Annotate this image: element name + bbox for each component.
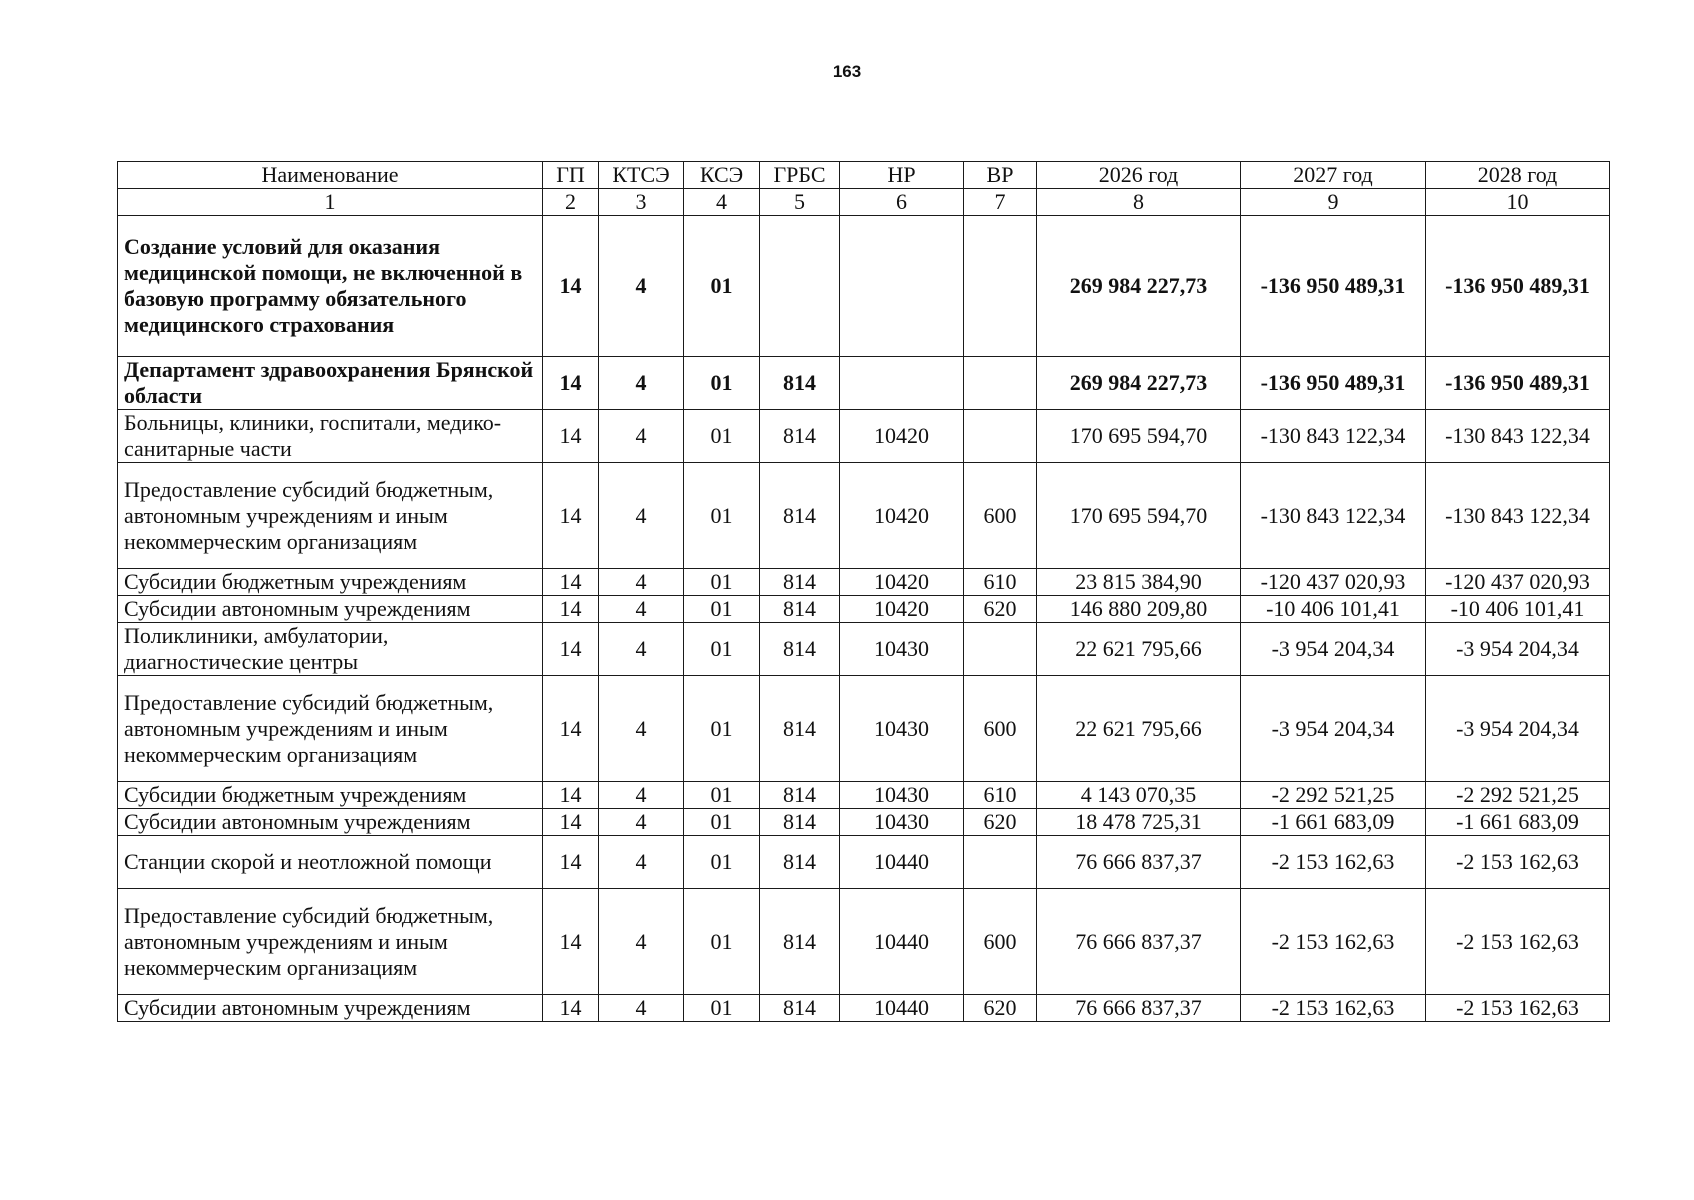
row-gp: 14 [543,569,599,596]
row-nr: 10420 [840,410,964,463]
row-2028: -1 661 683,09 [1426,809,1610,836]
row-kse: 01 [684,410,760,463]
row-kse: 01 [684,569,760,596]
row-nr: 10420 [840,569,964,596]
row-vr: 620 [964,809,1037,836]
row-kse: 01 [684,216,760,357]
row-2026: 76 666 837,37 [1037,995,1241,1022]
row-2028: -136 950 489,31 [1426,216,1610,357]
row-name: Создание условий для оказания медицинской помощи, не включенной в базовую программу обязательного медицинского страхования [118,216,543,357]
row-grbs: 814 [760,836,840,889]
budget-table [117,161,1610,1022]
column-number: 4 [684,189,760,216]
row-2027: -2 153 162,63 [1241,889,1426,995]
row-2026: 269 984 227,73 [1037,216,1241,357]
row-grbs: 814 [760,809,840,836]
header-cell-nr: НР [840,162,964,189]
row-grbs: 814 [760,623,840,676]
column-number: 10 [1426,189,1610,216]
row-2028: -2 153 162,63 [1426,836,1610,889]
row-ktse: 4 [599,357,684,410]
row-2026: 22 621 795,66 [1037,676,1241,782]
row-grbs: 814 [760,995,840,1022]
header-cell-2028: 2028 год [1426,162,1610,189]
row-2027: -130 843 122,34 [1241,463,1426,569]
row-2028: -130 843 122,34 [1426,410,1610,463]
row-ktse: 4 [599,216,684,357]
table-row [118,216,1610,357]
row-2026: 76 666 837,37 [1037,889,1241,995]
row-2026: 170 695 594,70 [1037,463,1241,569]
row-2026: 22 621 795,66 [1037,623,1241,676]
row-kse: 01 [684,782,760,809]
table-row [118,889,1610,995]
row-vr: 600 [964,463,1037,569]
row-gp: 14 [543,836,599,889]
row-2028: -2 153 162,63 [1426,889,1610,995]
table-row [118,410,1610,463]
header-cell-vr: ВР [964,162,1037,189]
row-ktse: 4 [599,623,684,676]
row-gp: 14 [543,623,599,676]
row-2026: 269 984 227,73 [1037,357,1241,410]
row-2028: -10 406 101,41 [1426,596,1610,623]
row-2026: 18 478 725,31 [1037,809,1241,836]
column-number: 8 [1037,189,1241,216]
table-row [118,596,1610,623]
row-name: Субсидии автономным учреждениям [118,596,543,623]
row-name: Департамент здравоохранения Брянской области [118,357,543,410]
row-nr: 10420 [840,463,964,569]
row-gp: 14 [543,889,599,995]
row-gp: 14 [543,463,599,569]
row-ktse: 4 [599,809,684,836]
row-ktse: 4 [599,676,684,782]
table-row [118,357,1610,410]
row-vr: 600 [964,889,1037,995]
row-2028: -3 954 204,34 [1426,623,1610,676]
row-nr: 10440 [840,889,964,995]
header-cell-gp: ГП [543,162,599,189]
row-kse: 01 [684,676,760,782]
table-row [118,676,1610,782]
row-ktse: 4 [599,463,684,569]
header-cell-kse: КСЭ [684,162,760,189]
row-ktse: 4 [599,569,684,596]
row-name: Больницы, клиники, госпитали, медико-санитарные части [118,410,543,463]
row-grbs: 814 [760,357,840,410]
row-2028: -136 950 489,31 [1426,357,1610,410]
table-row [118,569,1610,596]
row-name: Предоставление субсидий бюджетным, автономным учреждениям и иным некоммерческим организациям [118,676,543,782]
row-2028: -130 843 122,34 [1426,463,1610,569]
row-kse: 01 [684,889,760,995]
row-gp: 14 [543,995,599,1022]
column-number: 6 [840,189,964,216]
row-nr: 10430 [840,782,964,809]
column-number: 5 [760,189,840,216]
row-vr: 600 [964,676,1037,782]
row-ktse: 4 [599,836,684,889]
row-kse: 01 [684,357,760,410]
row-kse: 01 [684,995,760,1022]
table-row [118,836,1610,889]
header-cell-2026: 2026 год [1037,162,1241,189]
row-2027: -136 950 489,31 [1241,357,1426,410]
row-vr [964,623,1037,676]
row-grbs: 814 [760,596,840,623]
header-cell-name: Наименование [118,162,543,189]
row-grbs: 814 [760,676,840,782]
row-gp: 14 [543,676,599,782]
row-name: Субсидии бюджетным учреждениям [118,569,543,596]
page-number: 163 [832,62,862,81]
column-number: 1 [118,189,543,216]
row-vr: 620 [964,995,1037,1022]
row-gp: 14 [543,357,599,410]
row-ktse: 4 [599,995,684,1022]
row-2027: -3 954 204,34 [1241,676,1426,782]
column-number: 3 [599,189,684,216]
row-vr: 610 [964,782,1037,809]
column-number: 7 [964,189,1037,216]
row-gp: 14 [543,216,599,357]
row-2028: -3 954 204,34 [1426,676,1610,782]
row-2026: 23 815 384,90 [1037,569,1241,596]
row-2026: 146 880 209,80 [1037,596,1241,623]
row-name: Предоставление субсидий бюджетным, автономным учреждениям и иным некоммерческим организациям [118,463,543,569]
row-kse: 01 [684,596,760,623]
row-nr: 10430 [840,809,964,836]
row-gp: 14 [543,410,599,463]
row-ktse: 4 [599,596,684,623]
header-row [118,162,1610,189]
row-gp: 14 [543,809,599,836]
row-2026: 76 666 837,37 [1037,836,1241,889]
row-2028: -120 437 020,93 [1426,569,1610,596]
row-2026: 4 143 070,35 [1037,782,1241,809]
row-2027: -2 153 162,63 [1241,995,1426,1022]
row-grbs: 814 [760,410,840,463]
row-grbs: 814 [760,889,840,995]
row-vr: 610 [964,569,1037,596]
row-name: Поликлиники, амбулатории, диагностические центры [118,623,543,676]
row-ktse: 4 [599,782,684,809]
row-name: Субсидии бюджетным учреждениям [118,782,543,809]
row-name: Предоставление субсидий бюджетным, автономным учреждениям и иным некоммерческим организациям [118,889,543,995]
row-grbs: 814 [760,569,840,596]
table-row [118,809,1610,836]
row-ktse: 4 [599,889,684,995]
header-cell-grbs: ГРБС [760,162,840,189]
row-2028: -2 153 162,63 [1426,995,1610,1022]
table-row [118,463,1610,569]
column-number: 2 [543,189,599,216]
row-kse: 01 [684,463,760,569]
row-nr [840,216,964,357]
table-row [118,623,1610,676]
row-2027: -120 437 020,93 [1241,569,1426,596]
row-ktse: 4 [599,410,684,463]
row-grbs: 814 [760,782,840,809]
row-2026: 170 695 594,70 [1037,410,1241,463]
header-cell-ktse: КТСЭ [599,162,684,189]
header-cell-2027: 2027 год [1241,162,1426,189]
table-row [118,995,1610,1022]
row-nr: 10430 [840,676,964,782]
column-number-row [118,189,1610,216]
row-2027: -2 153 162,63 [1241,836,1426,889]
row-2027: -1 661 683,09 [1241,809,1426,836]
row-vr [964,410,1037,463]
row-2027: -10 406 101,41 [1241,596,1426,623]
row-kse: 01 [684,809,760,836]
row-vr [964,216,1037,357]
row-2027: -3 954 204,34 [1241,623,1426,676]
row-vr: 620 [964,596,1037,623]
row-vr [964,836,1037,889]
row-name: Субсидии автономным учреждениям [118,995,543,1022]
row-name: Субсидии автономным учреждениям [118,809,543,836]
row-nr [840,357,964,410]
row-name: Станции скорой и неотложной помощи [118,836,543,889]
row-grbs [760,216,840,357]
column-number: 9 [1241,189,1426,216]
row-2028: -2 292 521,25 [1426,782,1610,809]
row-kse: 01 [684,623,760,676]
row-nr: 10420 [840,596,964,623]
row-2027: -130 843 122,34 [1241,410,1426,463]
table-row [118,782,1610,809]
row-2027: -136 950 489,31 [1241,216,1426,357]
row-nr: 10430 [840,623,964,676]
row-kse: 01 [684,836,760,889]
row-2027: -2 292 521,25 [1241,782,1426,809]
row-vr [964,357,1037,410]
row-nr: 10440 [840,995,964,1022]
row-gp: 14 [543,782,599,809]
row-grbs: 814 [760,463,840,569]
row-gp: 14 [543,596,599,623]
row-nr: 10440 [840,836,964,889]
